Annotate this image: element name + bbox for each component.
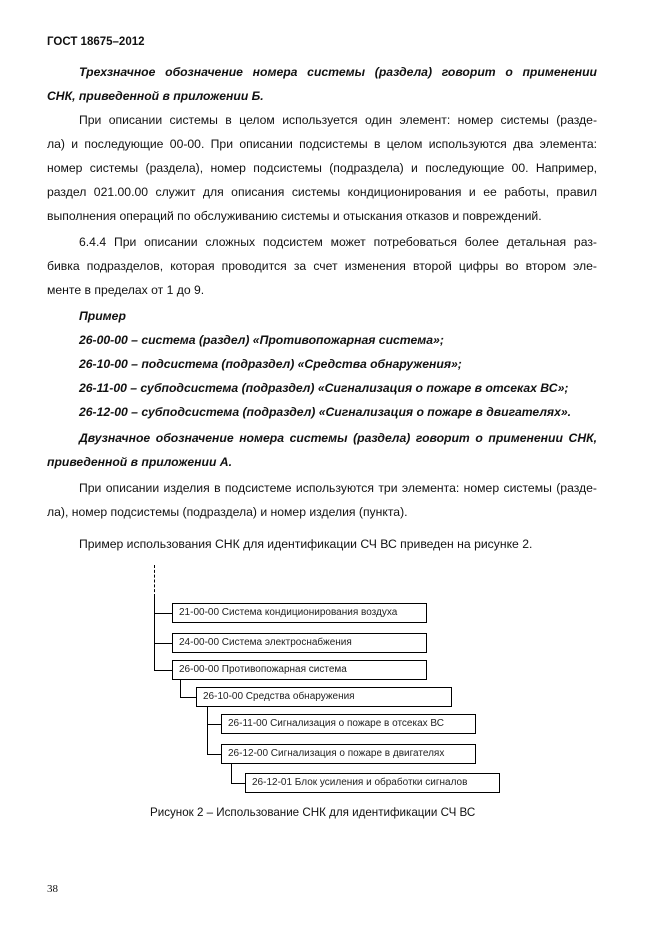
para2-line-1: При описании системы в целом используется один элемент: номер системы (разде- (79, 113, 597, 127)
page-number: 38 (47, 883, 58, 895)
diagram-box-21-00-00: 21-00-00 Система кондиционирования воздуха (172, 603, 427, 623)
para2-line-2: ла) и последующие 00-00. При описании подсистемы в целом используются два элемента: (47, 137, 597, 151)
diagram-box-26-10-00: 26-10-00 Средства обнаружения (196, 687, 452, 707)
branch-line-26-10 (180, 697, 196, 698)
branch-line-21 (154, 613, 172, 614)
para2-line-5: выполнения операций по обслуживанию системы и отыскания отказов и повреждений. (47, 209, 542, 223)
para5-line-1: При описании изделия в подсистеме используются три элемента: номер системы (разде- (79, 481, 597, 495)
document-header: ГОСТ 18675–2012 (47, 36, 145, 48)
example-line-4: 26-12-00 – субподсистема (подраздел) «Сигнализация о пожаре в двигателях». (79, 405, 572, 419)
figure-caption: Рисунок 2 – Использование СНК для идентификации СЧ ВС (150, 806, 476, 819)
branch-line-26-12-01 (231, 783, 245, 784)
para1-line-2: СНК, приведенной в приложении Б. (47, 89, 264, 103)
para1-line-1: Трехзначное обозначение номера системы (раздела) говорит о применении (79, 65, 597, 79)
branch-line-26 (154, 670, 172, 671)
example-line-2: 26-10-00 – подсистема (подраздел) «Средства обнаружения»; (79, 357, 462, 371)
trunk-dashed-line (154, 565, 155, 597)
para3-line-3: менте в пределах от 1 до 9. (47, 283, 205, 297)
para5-line-2: ла), номер подсистемы (подраздела) и номер изделия (пункта). (47, 505, 408, 519)
branch-line-26-11 (207, 724, 221, 725)
para6-line: Пример использования СНК для идентификации СЧ ВС приведен на рисунке 2. (79, 537, 533, 551)
branch-line-26-12 (207, 754, 221, 755)
example-line-3: 26-11-00 – субподсистема (подраздел) «Сигнализация о пожаре в отсеках ВС»; (79, 381, 569, 395)
diagram-box-26-12-01: 26-12-01 Блок усиления и обработки сигналов (245, 773, 500, 793)
diagram-box-26-00-00: 26-00-00 Противопожарная система (172, 660, 427, 680)
trunk-line-26 (180, 680, 181, 698)
example-title: Пример (79, 309, 126, 323)
branch-line-24 (154, 643, 172, 644)
trunk-line-26-10 (207, 707, 208, 755)
para3-line-1: 6.4.4 При описании сложных подсистем может потребоваться более детальная раз- (79, 235, 597, 249)
para4-line-2: приведенной в приложении А. (47, 455, 232, 469)
para4-line-1: Двузначное обозначение номера системы (раздела) говорит о применении СНК, (79, 431, 597, 445)
diagram-box-24-00-00: 24-00-00 Система электроснабжения (172, 633, 427, 653)
example-line-1: 26-00-00 – система (раздел) «Противопожарная система»; (79, 333, 444, 347)
diagram-box-26-12-00: 26-12-00 Сигнализация о пожаре в двигателях (221, 744, 476, 764)
trunk-line (154, 597, 155, 671)
para3-line-2: бивка подразделов, которая проводится за счет изменения второй цифры во втором эле- (47, 259, 597, 273)
para2-line-4: раздел 021.00.00 служит для описания системы кондиционирования и ее работы, правил (47, 185, 597, 199)
trunk-line-26-12 (231, 764, 232, 784)
para2-line-3: номер системы (раздела), номер подсистемы (подраздела) и последующие 00. Например, (47, 161, 597, 175)
diagram-box-26-11-00: 26-11-00 Сигнализация о пожаре в отсеках ВС (221, 714, 476, 734)
